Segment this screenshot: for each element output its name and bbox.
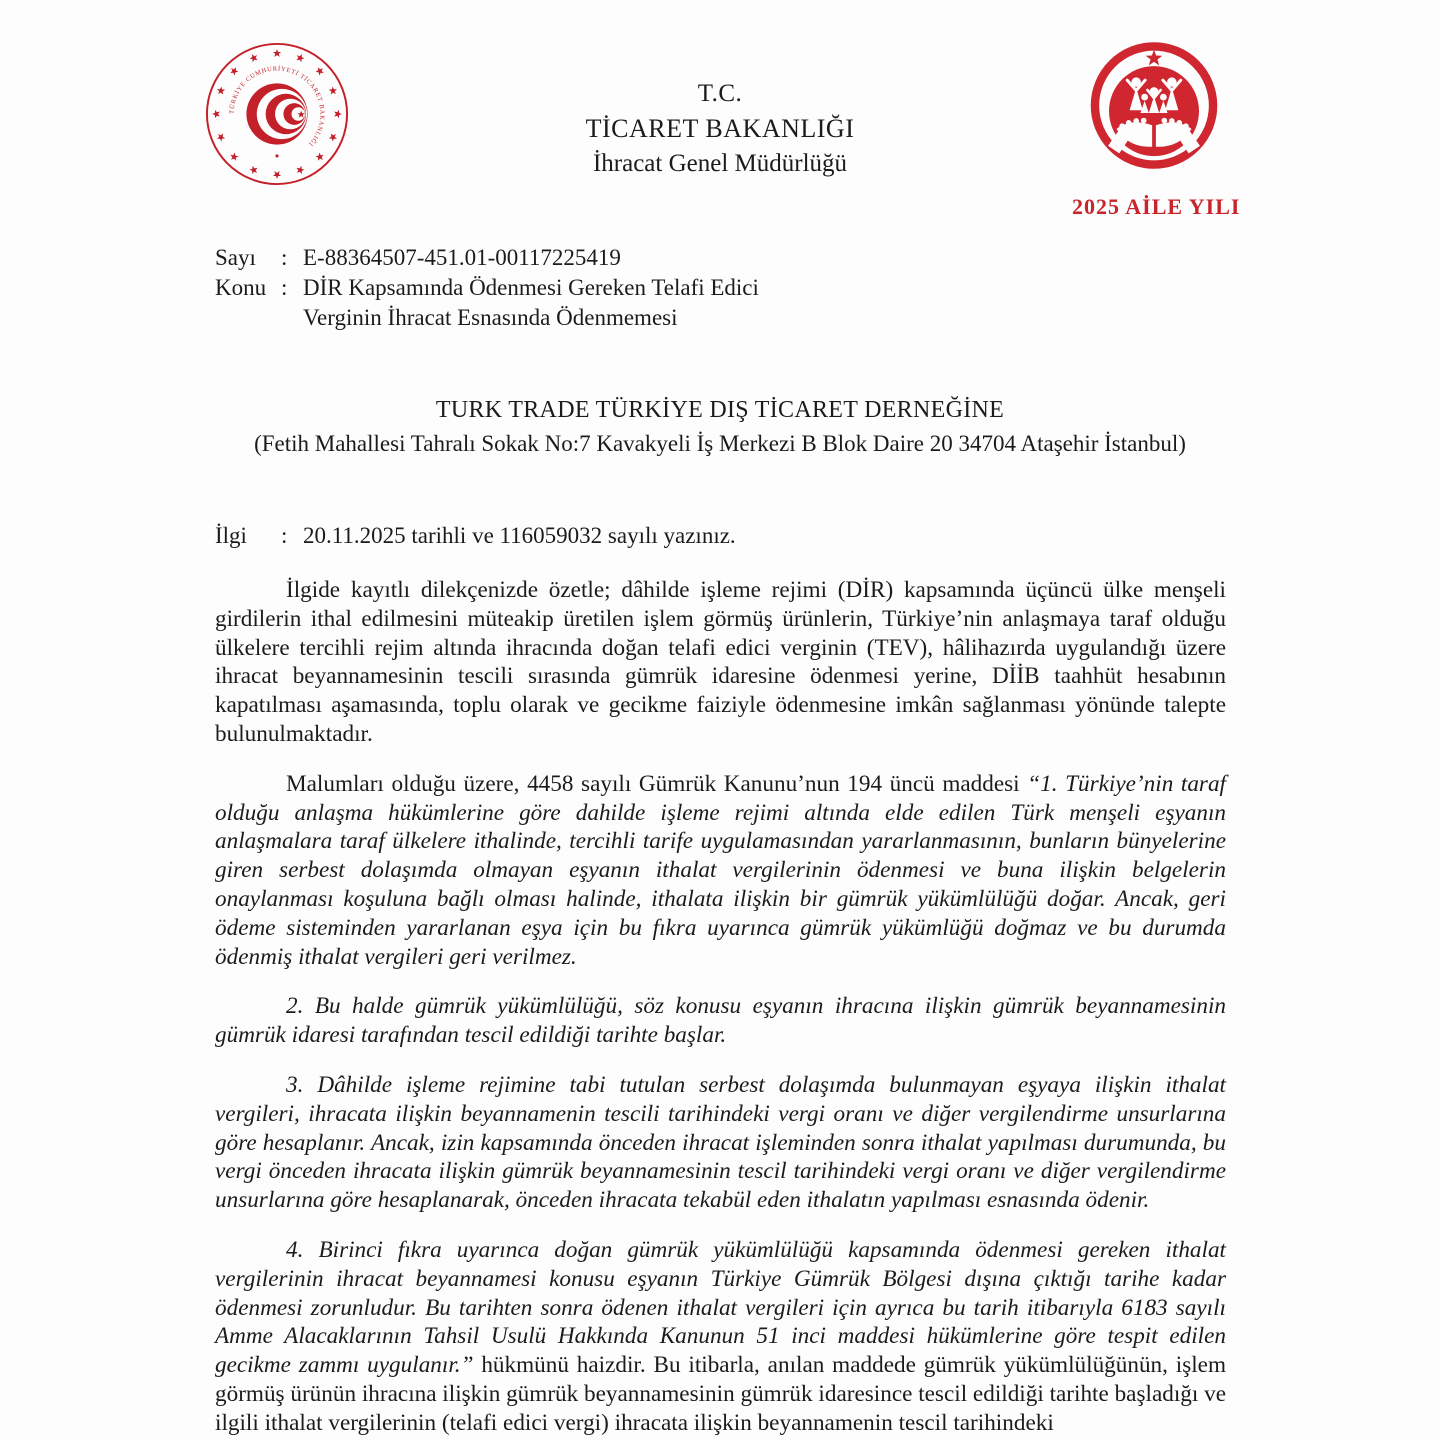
konu-colon: : [281, 275, 288, 300]
recipient-name: TURK TRADE TÜRKİYE DIŞ TİCARET DERNEĞİNE [435, 397, 1005, 423]
konu-value-line2: Verginin İhracat Esnasında Ödenmemesi [303, 305, 678, 330]
konu-value-line1: DİR Kapsamında Ödenmesi Gereken Telafi Edici [303, 275, 759, 300]
paragraph-4 [215, 1071, 1226, 1215]
paragraph-5 [215, 1236, 1226, 1438]
letterhead-republic: T.C. [697, 80, 743, 107]
konu-row [215, 273, 759, 333]
letter-body [215, 576, 1226, 1440]
paragraph-3-text: 2. Bu halde gümrük yükümlülüğü, söz konusu eşyanın ihracına ilişkin gümrük beyannamesinin gümrük idaresi tarafından tescil edildiği tarihte başlar. [215, 993, 1226, 1049]
family-year-2025-logo [1072, 38, 1241, 220]
sayi-row [215, 243, 759, 273]
paragraph-2 [215, 770, 1226, 972]
paragraph-1 [215, 576, 1226, 749]
family-year-logo-icon [1074, 38, 1234, 188]
paragraph-2-quote: “1. Türkiye’nin taraf olduğu anlaşma hükümlerine göre dahilde işleme rejimi altında elde edilen Türk menşeli eşyanın anlaşmalara taraf ülkelere ithalinde, tercihli tarife uygulamasından yararlanmasının, bunların bünyelerine giren serbest dolaşımda olmayan eşyanın ithalat vergilerinin ödenmesi ve buna ilişkin belgelerin onaylanması koşuluna bağlı olması halinde, ithalata ilişkin bir gümrük yükümlülüğü doğar. Ancak, geri ödeme sisteminden yararlanan eşya için bu fıkra uyarınca gümrük yükümlüğü doğmaz ve bu durumda ödenmiş ithalat vergileri geri verilmez. [215, 770, 1226, 970]
reference-row [215, 521, 736, 551]
paragraph-4-text: 3. Dâhilde işleme rejimine tabi tutulan serbest dolaşımda bulunmayan eşyaya ilişkin ithalat vergileri, ihracata ilişkin beyannamenin tescili tarihindeki vergi oranı ve diğer vergilendirme unsurlarına göre hesaplanır. Ancak, izin kapsamında önceden ihracat işleminden sonra ithalat yapılması durumunda, bu vergi önceden ihracata ilişkin gümrük beyannamesinin tescil tarihindeki vergi oranı ve diğer vergilendirme unsurlarına göre hesaplanarak, önceden ihracata tekabül eden ithalatın yapılması esnasında ödenir. [215, 1071, 1226, 1214]
seal-ring-text: TÜRKİYE CUMHURİYETİ TİCARET BAKANLIĞI [228, 65, 326, 148]
sayi-label: Sayı [215, 245, 256, 270]
recipient-block [0, 397, 1440, 457]
reference-value: 20.11.2025 tarihli ve 116059032 sayılı yazınız. [303, 523, 736, 548]
letterhead-directorate: İhracat Genel Müdürlüğü [592, 150, 848, 177]
paragraph-5-quote: 4. Birinci fıkra uyarınca doğan gümrük yükümlülüğü kapsamında ödenmesi gereken ithalat vergilerinin ihracat beyannamesi konusu eşyanın Türkiye Gümrük Bölgesi dışına çıktığı tarihe kadar ödenmesi zorunludur. Bu tarihten sonra ödenen ithalat vergileri için ayrıca bu tarih itibarıyla 6183 sayılı Amme Alacaklarının Tahsil Usulü Hakkında Kanunun 51 inci maddesi hükümlerine göre tespit edilen gecikme zammı uygulanır.” [215, 1236, 1226, 1379]
recipient-address: (Fetih Mahallesi Tahralı Sokak No:7 Kavakyeli İş Merkezi B Blok Daire 20 34704 Ataşehir İstanbul) [254, 431, 1186, 456]
family-year-caption: 2025 AİLE YILI [1072, 194, 1241, 219]
sayi-colon: : [281, 245, 288, 270]
letterhead-ministry: TİCARET BAKANLIĞI [585, 114, 855, 143]
paragraph-5-rest: hükmünü haizdir. Bu itibarla, anılan maddede gümrük yükümlülüğünün, işlem görmüş ürünün ihracına ilişkin gümrük beyannamesinin gümrük idaresince tescil edildiği tarihte başladığı ve ilgili ithalat vergilerinin (telafi edici vergi) ihracata ilişkin beyannamenin tescil tarihindeki [215, 1352, 1226, 1436]
paragraph-3 [215, 992, 1226, 1050]
paragraph-1-text: İlgide kayıtlı dilekçenizde özetle; dâhilde işleme rejimi (DİR) kapsamında üçüncü ülke menşeli girdilerin ithal edilmesini müteakip üretilen işlem görmüş ürünlerin, Türkiye’nin anlaşmaya taraf olduğu ülkelere tercihli rejim altında ihracında doğan telafi edici verginin (TEV), hâlihazırda uygulandığı üzere ihracat beyannamesinin tescili sırasında gümrük idaresine ödenmesi yerine, DİİB taahhüt hesabının kapatılması aşamasında, toplu olarak ve gecikme faiziyle ödenmesine imkân sağlanması yönünde talepte bulunulmaktadır. [215, 577, 1226, 747]
konu-value [303, 273, 759, 333]
sayi-value: E-88364507-451.01-00117225419 [303, 245, 621, 270]
konu-label: Konu [215, 275, 267, 300]
reference-colon: : [281, 523, 288, 548]
document-meta [215, 243, 759, 333]
reference-label: İlgi [215, 523, 247, 548]
paragraph-2-lead: Malumları olduğu üzere, 4458 sayılı Gümrük Kanunu’nun 194 üncü maddesi [286, 770, 1028, 797]
